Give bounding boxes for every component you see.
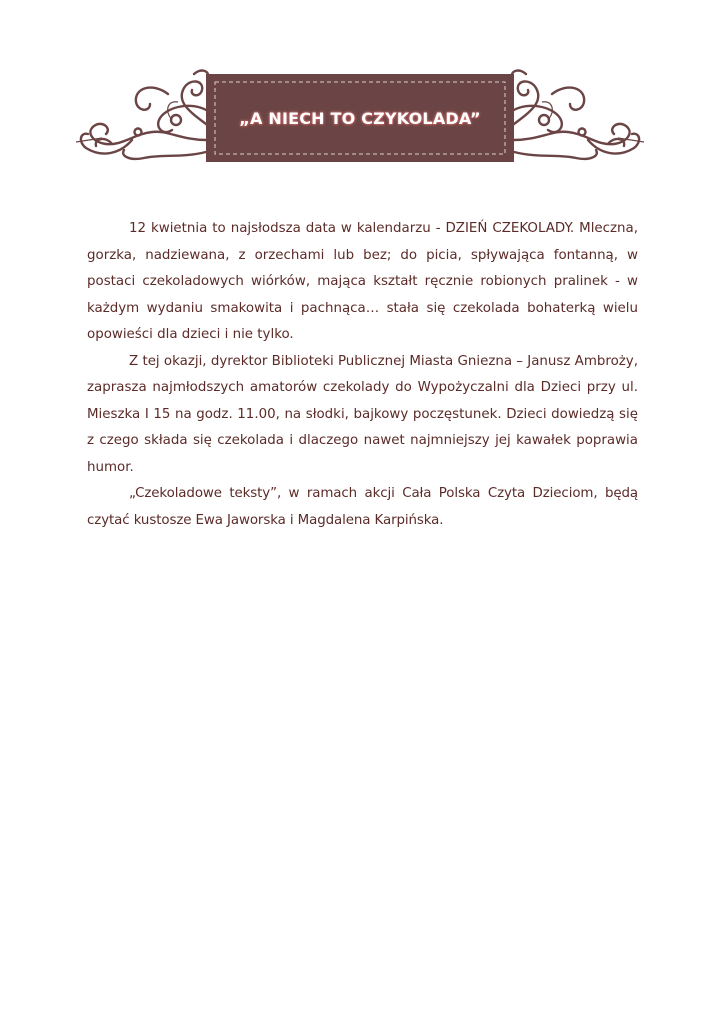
article-body: [87, 216, 638, 534]
title-banner: [72, 62, 648, 170]
paragraph: Z tej okazji, dyrektor Biblioteki Publicznej Miasta Gniezna – Janusz Ambroży, zaprasza najmłodszych amatorów czekolady do Wypożyczalni dla Dzieci przy ul. Mieszka I 15 na godz. 11.00, na słodki, bajkowy poczęstunek. Dzieci dowiedzą się z czego składa się czekolada i dlaczego nawet najmniejszy jej kawałek poprawia humor.: [87, 353, 638, 475]
paragraph: 12 kwietnia to najsłodsza data w kalendarzu - DZIEŃ CZEKOLADY. Mleczna, gorzka, nadziewana, z orzechami lub bez; do picia, spływająca fontanną, w postaci czekoladowych wiórków, mająca kształt ręcznie robionych pralinek - w każdym wydaniu smakowita i pachnąca… stała się czekolada bohaterką wielu opowieści dla dzieci i nie tylko.: [87, 221, 638, 342]
paragraph: „Czekoladowe teksty”, w ramach akcji Cała Polska Czyta Dzieciom, będą czytać kustosze Ewa Jaworska i Magdalena Karpińska.: [87, 486, 638, 528]
banner-title: „A NIECH TO CZYKOLADA”: [239, 108, 481, 128]
